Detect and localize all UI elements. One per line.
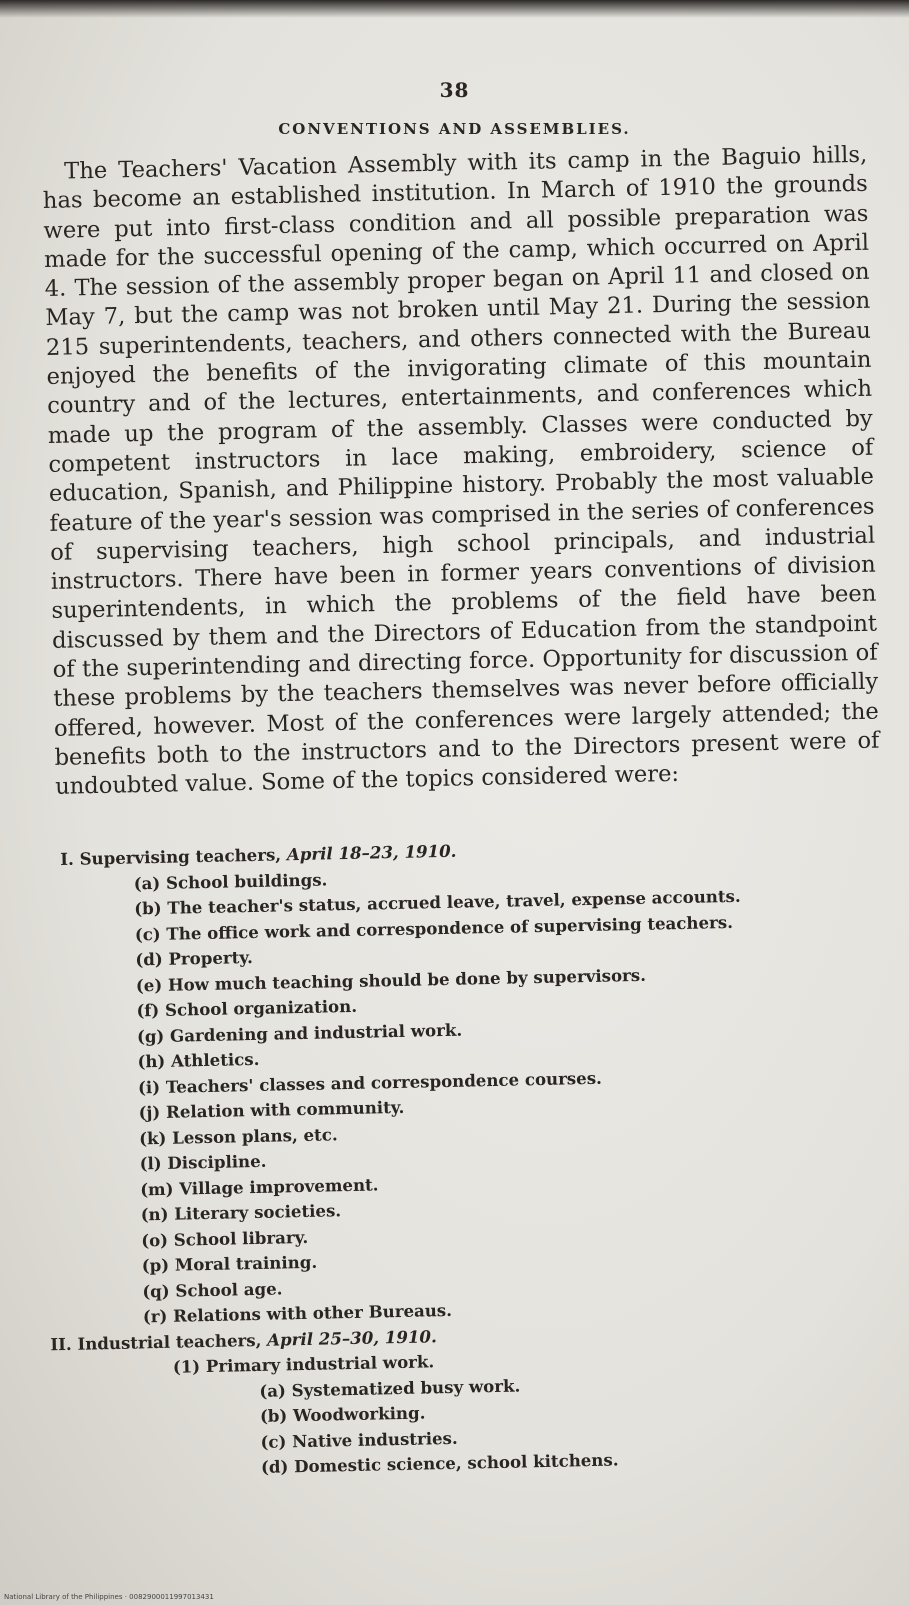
list-item: (a) School buildings. — [133, 868, 328, 893]
list-item: (j) Relation with community. — [138, 1096, 405, 1123]
list-item: (g) Gardening and industrial work. — [136, 1019, 463, 1046]
section-1-date: April 18–23, 1910. — [286, 840, 457, 865]
list-item: (o) School library. — [141, 1226, 309, 1250]
page-heading: CONVENTIONS AND ASSEMBLIES. — [278, 120, 631, 138]
list-item: (m) Village improvement. — [139, 1173, 379, 1199]
topics-outline — [50, 830, 873, 1484]
list-item: (b) Woodworking. — [259, 1402, 426, 1426]
list-item: (d) Property. — [135, 946, 254, 970]
list-item: (p) Moral training. — [141, 1251, 318, 1276]
list-item: (b) The teacher's status, accrued leave, travel, expense accounts. — [134, 885, 741, 919]
body-paragraph: The Teachers' Vacation Assembly with its camp in the Baguio hills, has become an established institution. In March of 1910 the grounds were put into first-class condition and all possible preparation was made for the successful opening of the camp, which occurred on April 4. The session of the assembly proper began on April 11 and closed on May 7, but the camp was not broken until May 21. During the session 215 superintendents, teachers, and others connected with the Bureau enjoyed the benefits of the invigorating climate of this mountain country and of the lectures, entertainments, and conferences which made up the program of the assembly. Classes were conducted by competent instructors in lace making, embroidery, science of education, Spanish, and Philippine history. Probably the most valuable feature of the year's session was comprised in the series of conferences of supervising teachers, high school principals, and industrial instructors. There have been in former years conventions of division superintendents, in which the problems of the field have been discussed by them and the Directors of Education from the standpoint of the superintending and directing force. Opportunity for discussion of these problems by the teachers themselves was never before officially offered, however. Most of the conferences were largely attended; the benefits both to the instructors and to the Directors present were of undoubted value. Some of the topics considered were: — [42, 141, 880, 801]
list-item: (f) School organization. — [136, 995, 358, 1021]
list-item: (h) Athletics. — [137, 1048, 260, 1072]
list-item: (l) Discipline. — [139, 1150, 267, 1174]
scan-footer: National Library of the Philippines · 0082900011997013431 — [4, 1593, 214, 1601]
list-item: (c) The office work and correspondence of supervising teachers. — [134, 911, 734, 944]
list-item: (q) School age. — [142, 1277, 283, 1301]
page-edge-shadow — [0, 0, 909, 18]
list-item: (e) How much teaching should be done by supervisors. — [135, 964, 647, 995]
list-item: (c) Native industries. — [260, 1427, 458, 1452]
list-item: (a) Systematized busy work. — [259, 1374, 521, 1401]
list-item: (k) Lesson plans, etc. — [138, 1123, 338, 1148]
list-item: (r) Relations with other Bureaus. — [142, 1299, 453, 1327]
list-item: (i) Teachers' classes and correspondence courses. — [137, 1067, 603, 1097]
sub-heading: (1) Primary industrial work. — [172, 1351, 435, 1377]
section-2-title: II. Industrial teachers, — [50, 1329, 262, 1354]
section-1-title: I. Supervising teachers, — [60, 844, 282, 869]
page-number: 38 — [439, 78, 470, 102]
list-item: (d) Domestic science, school kitchens. — [260, 1449, 619, 1477]
section-2-date: April 25–30, 1910. — [266, 1325, 437, 1350]
list-item: (n) Literary societies. — [140, 1200, 342, 1225]
